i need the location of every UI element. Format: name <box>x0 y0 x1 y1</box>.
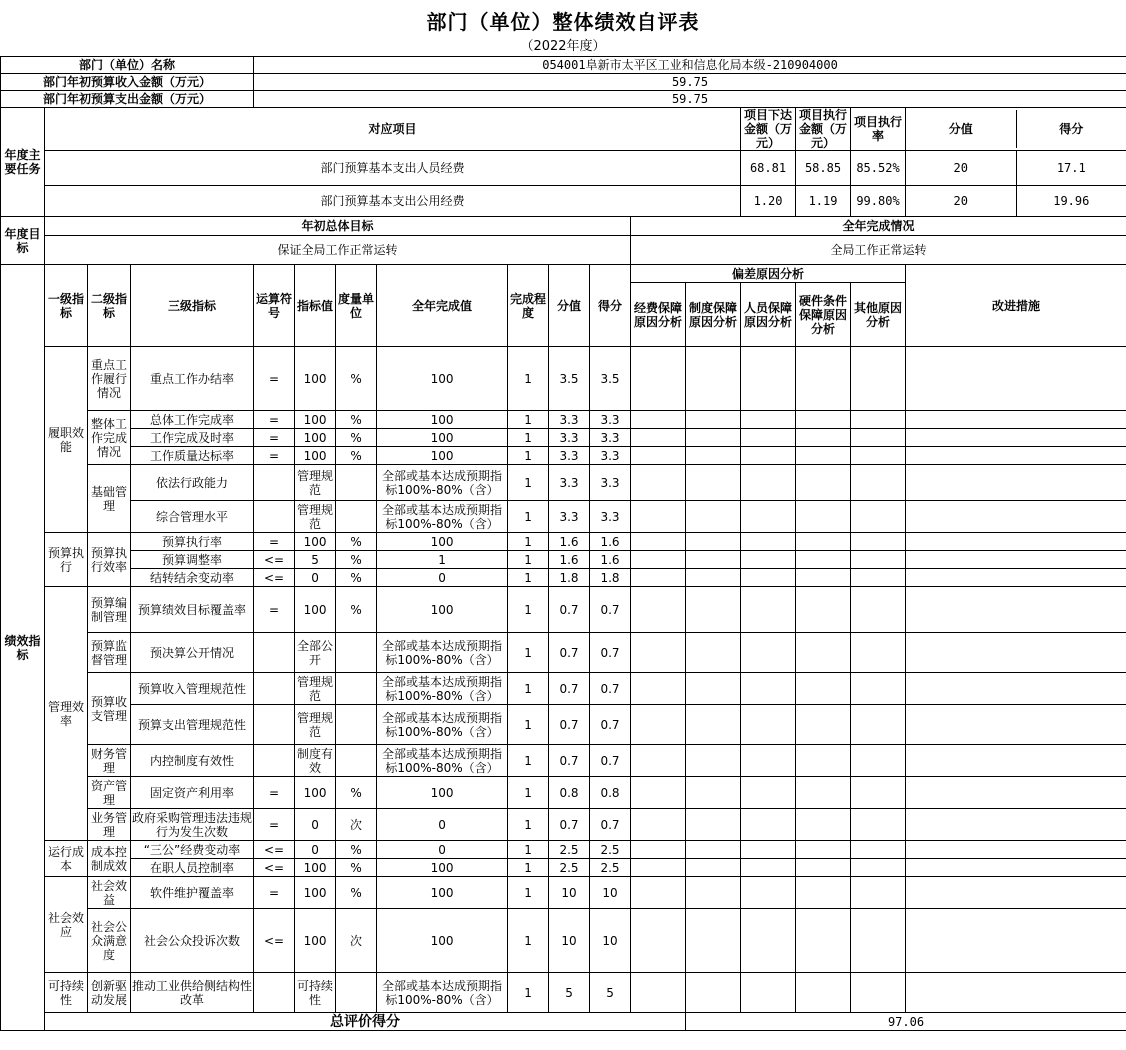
perf-op: = <box>254 777 295 809</box>
perf-deg: 1 <box>508 909 549 973</box>
perf-l2: 基础管理 <box>88 465 131 533</box>
perf-h-dev5: 其他原因分析 <box>851 283 906 347</box>
perf-deg: 1 <box>508 501 549 533</box>
perf-val: 管理规范 <box>295 501 336 533</box>
perf-val: 管理规范 <box>295 705 336 745</box>
perf-done: 100 <box>377 429 508 447</box>
perf-unit: % <box>336 447 377 465</box>
perf-done: 全部或基本达成预期指标100%-80%（含） <box>377 673 508 705</box>
table-row <box>1 569 1126 587</box>
perf-op <box>254 673 295 705</box>
perf-got: 0.7 <box>590 673 631 705</box>
perf-val: 100 <box>295 411 336 429</box>
perf-op <box>254 745 295 777</box>
perf-done: 100 <box>377 777 508 809</box>
perf-unit: 次 <box>336 809 377 841</box>
table-row <box>1 347 1126 411</box>
perf-unit: % <box>336 587 377 633</box>
perf-l3: 软件维护覆盖率 <box>131 877 254 909</box>
table-row <box>1 587 1126 633</box>
perf-deg: 1 <box>508 465 549 501</box>
perf-val: 100 <box>295 587 336 633</box>
perf-h-op: 运算符号 <box>254 265 295 347</box>
perf-section-label: 绩效指标 <box>1 265 45 1031</box>
tasks-col-score: 分值 <box>906 110 1017 148</box>
perf-got: 0.7 <box>590 809 631 841</box>
task-exec: 58.85 <box>796 151 851 186</box>
perf-deg: 1 <box>508 551 549 569</box>
perf-h-l2: 二级指标 <box>88 265 131 347</box>
perf-l1: 管理效率 <box>45 587 88 841</box>
goal-initial-value: 保证全局工作正常运转 <box>45 236 631 265</box>
perf-unit <box>336 673 377 705</box>
perf-score: 0.7 <box>549 809 590 841</box>
task-got: 19.96 <box>1053 194 1090 208</box>
perf-deg: 1 <box>508 411 549 429</box>
task-issued: 68.81 <box>741 151 796 186</box>
perf-val: 100 <box>295 347 336 411</box>
perf-h-deg: 完成程度 <box>508 265 549 347</box>
perf-l3: 工作完成及时率 <box>131 429 254 447</box>
perf-op: <= <box>254 909 295 973</box>
perf-got: 3.3 <box>590 429 631 447</box>
dept-name-label: 部门（单位）名称 <box>1 57 254 74</box>
income-value: 59.75 <box>254 74 1126 91</box>
task-rate: 85.52% <box>851 151 906 186</box>
perf-score: 1.6 <box>549 533 590 551</box>
perf-l3: 预决算公开情况 <box>131 633 254 673</box>
perf-score: 5 <box>549 973 590 1013</box>
perf-l3: 工作质量达标率 <box>131 447 254 465</box>
table-row <box>1 673 1126 705</box>
perf-done: 100 <box>377 859 508 877</box>
perf-l3: 社会公众投诉次数 <box>131 909 254 973</box>
perf-got: 0.7 <box>590 745 631 777</box>
tasks-col-rate: 项目执行率 <box>851 108 906 151</box>
perf-l3: 预算支出管理规范性 <box>131 705 254 745</box>
perf-done: 0 <box>377 841 508 859</box>
perf-val: 100 <box>295 859 336 877</box>
perf-got: 0.8 <box>590 777 631 809</box>
perf-got: 2.5 <box>590 859 631 877</box>
task-score: 20 <box>906 151 1017 185</box>
perf-op: = <box>254 587 295 633</box>
perf-got: 3.3 <box>590 411 631 429</box>
perf-l2: 重点工作履行情况 <box>88 347 131 411</box>
perf-l3: 重点工作办结率 <box>131 347 254 411</box>
perf-done: 全部或基本达成预期指标100%-80%（含） <box>377 465 508 501</box>
table-row <box>1 501 1126 533</box>
perf-l3: 预算调整率 <box>131 551 254 569</box>
perf-val: 管理规范 <box>295 465 336 501</box>
perf-deg: 1 <box>508 587 549 633</box>
perf-val: 100 <box>295 447 336 465</box>
perf-score: 0.7 <box>549 587 590 633</box>
perf-val: 100 <box>295 533 336 551</box>
perf-score: 3.3 <box>549 501 590 533</box>
perf-unit: % <box>336 877 377 909</box>
perf-deg: 1 <box>508 347 549 411</box>
perf-val: 0 <box>295 841 336 859</box>
perf-val: 全部公开 <box>295 633 336 673</box>
perf-l3: 内控制度有效性 <box>131 745 254 777</box>
perf-l3: 固定资产利用率 <box>131 777 254 809</box>
expense-label: 部门年初预算支出金额（万元） <box>1 91 254 108</box>
table-row <box>1 633 1126 673</box>
perf-val: 5 <box>295 551 336 569</box>
perf-deg: 1 <box>508 705 549 745</box>
tasks-col-issued: 项目下达金额（万元） <box>741 108 796 151</box>
perf-deg: 1 <box>508 745 549 777</box>
task-score-got <box>906 151 1126 186</box>
perf-got: 3.3 <box>590 447 631 465</box>
perf-op: = <box>254 411 295 429</box>
perf-got: 3.3 <box>590 465 631 501</box>
perf-score: 2.5 <box>549 859 590 877</box>
perf-unit <box>336 705 377 745</box>
perf-l2: 预算收支管理 <box>88 673 131 745</box>
table-row <box>1 551 1126 569</box>
task-score: 20 <box>906 186 1017 216</box>
perf-l3: 依法行政能力 <box>131 465 254 501</box>
total-label: 总评价得分 <box>45 1013 686 1031</box>
perf-got: 0.7 <box>590 633 631 673</box>
page-title: 部门（单位）整体绩效自评表 <box>426 10 700 34</box>
task-rate: 99.80% <box>851 186 906 217</box>
perf-l2: 预算执行效率 <box>88 533 131 587</box>
perf-deg: 1 <box>508 673 549 705</box>
perf-l3: 预算绩效目标覆盖率 <box>131 587 254 633</box>
tasks-col-score-got <box>906 108 1126 151</box>
perf-l3: 政府采购管理违法违规行为发生次数 <box>132 810 253 839</box>
perf-score: 10 <box>549 877 590 909</box>
perf-op: = <box>254 347 295 411</box>
perf-done: 100 <box>377 877 508 909</box>
perf-score: 1.6 <box>549 551 590 569</box>
perf-score: 10 <box>549 909 590 973</box>
perf-l3: 结转结余变动率 <box>131 569 254 587</box>
perf-deg: 1 <box>508 809 549 841</box>
perf-done: 100 <box>377 587 508 633</box>
perf-deg: 1 <box>508 633 549 673</box>
perf-done: 100 <box>377 411 508 429</box>
perf-val: 0 <box>295 809 336 841</box>
perf-l2: 整体工作完成情况 <box>88 411 131 465</box>
perf-val: 100 <box>295 909 336 973</box>
perf-done: 100 <box>377 347 508 411</box>
perf-l2: 业务管理 <box>88 809 131 841</box>
tasks-col-got: 得分 <box>1059 122 1084 136</box>
table-row <box>1 705 1126 745</box>
perf-unit: % <box>336 859 377 877</box>
expense-value: 59.75 <box>254 91 1126 108</box>
perf-done: 0 <box>377 809 508 841</box>
perf-deg: 1 <box>508 447 549 465</box>
table-row <box>1 151 1126 186</box>
table-row <box>1 859 1126 877</box>
perf-done: 全部或基本达成预期指标100%-80%（含） <box>377 973 508 1013</box>
perf-score: 0.7 <box>549 705 590 745</box>
perf-unit <box>336 465 377 501</box>
perf-op: = <box>254 533 295 551</box>
perf-h-l3: 三级指标 <box>131 265 254 347</box>
table-row <box>1 411 1126 429</box>
perf-op: = <box>254 447 295 465</box>
perf-deg: 1 <box>508 429 549 447</box>
perf-h-l1: 一级指标 <box>45 265 88 347</box>
perf-val: 管理规范 <box>295 673 336 705</box>
perf-l2: 社会效益 <box>88 877 131 909</box>
perf-score: 3.5 <box>549 347 590 411</box>
perf-op <box>254 633 295 673</box>
perf-val: 0 <box>295 569 336 587</box>
perf-val: 100 <box>295 777 336 809</box>
perf-got: 3.3 <box>590 501 631 533</box>
table-row <box>1 186 1126 217</box>
perf-op: <= <box>254 551 295 569</box>
perf-got: 10 <box>590 909 631 973</box>
perf-l2: 预算编制管理 <box>88 587 131 633</box>
perf-h-val: 指标值 <box>295 265 336 347</box>
perf-l1: 运行成本 <box>45 841 88 877</box>
perf-unit <box>336 501 377 533</box>
task-issued: 1.20 <box>741 186 796 217</box>
perf-done: 0 <box>377 569 508 587</box>
perf-unit <box>336 633 377 673</box>
perf-l2: 成本控制成效 <box>88 841 131 877</box>
table-row <box>1 447 1126 465</box>
perf-h-dev: 偏差原因分析 <box>631 265 906 283</box>
perf-h-dev2: 制度保障原因分析 <box>686 283 741 347</box>
perf-unit: 次 <box>336 909 377 973</box>
perf-unit: % <box>336 347 377 411</box>
perf-h-unit: 度量单位 <box>336 265 377 347</box>
perf-done: 100 <box>377 447 508 465</box>
perf-l2: 资产管理 <box>88 777 131 809</box>
perf-h-improve: 改进措施 <box>906 265 1126 347</box>
perf-unit: % <box>336 551 377 569</box>
perf-got: 10 <box>590 877 631 909</box>
table-row <box>1 533 1126 551</box>
table-row <box>1 841 1126 859</box>
task-got: 17.1 <box>1056 161 1086 175</box>
goal-section-label: 年度目标 <box>1 217 45 265</box>
perf-val: 制度有效 <box>295 745 336 777</box>
evaluation-table <box>0 56 1126 1031</box>
perf-h-dev1: 经费保障原因分析 <box>631 283 686 347</box>
perf-op: = <box>254 429 295 447</box>
perf-done: 100 <box>377 909 508 973</box>
goal-initial-label: 年初总体目标 <box>45 217 631 236</box>
perf-got: 0.7 <box>590 587 631 633</box>
perf-l3: 在职人员控制率 <box>131 859 254 877</box>
perf-op <box>254 973 295 1013</box>
perf-l2: 财务管理 <box>88 745 131 777</box>
task-item: 部门预算基本支出人员经费 <box>45 151 741 186</box>
perf-unit: % <box>336 777 377 809</box>
perf-done: 全部或基本达成预期指标100%-80%（含） <box>377 705 508 745</box>
goal-result-label: 全年完成情况 <box>631 217 1126 236</box>
tasks-col-exec: 项目执行金额（万元） <box>796 108 851 151</box>
perf-done: 全部或基本达成预期指标100%-80%（含） <box>377 501 508 533</box>
table-row <box>1 877 1126 909</box>
perf-score: 0.7 <box>549 745 590 777</box>
perf-unit: % <box>336 841 377 859</box>
perf-l1: 社会效应 <box>45 877 88 973</box>
task-item: 部门预算基本支出公用经费 <box>45 186 741 217</box>
tasks-section-label: 年度主要任务 <box>1 108 45 217</box>
perf-got: 1.6 <box>590 533 631 551</box>
perf-l3: 总体工作完成率 <box>131 411 254 429</box>
perf-unit: % <box>336 569 377 587</box>
perf-l3: 推动工业供给侧结构性改革 <box>131 973 254 1013</box>
perf-deg: 1 <box>508 533 549 551</box>
perf-unit: % <box>336 411 377 429</box>
perf-unit: % <box>336 429 377 447</box>
perf-score: 0.7 <box>549 633 590 673</box>
perf-val: 100 <box>295 429 336 447</box>
perf-op: <= <box>254 569 295 587</box>
perf-h-got: 得分 <box>590 265 631 347</box>
perf-h-score: 分值 <box>549 265 590 347</box>
income-label: 部门年初预算收入金额（万元） <box>1 74 254 91</box>
perf-unit <box>336 745 377 777</box>
perf-done: 全部或基本达成预期指标100%-80%（含） <box>377 633 508 673</box>
table-row <box>1 777 1126 809</box>
perf-op: = <box>254 809 295 841</box>
perf-l3: “三公”经费变动率 <box>131 841 254 859</box>
perf-l1: 预算执行 <box>45 533 88 587</box>
perf-unit: % <box>336 533 377 551</box>
perf-val: 100 <box>295 877 336 909</box>
table-row <box>1 465 1126 501</box>
perf-l1: 履职效能 <box>45 347 88 533</box>
perf-deg: 1 <box>508 877 549 909</box>
perf-l2: 创新驱动发展 <box>88 973 131 1013</box>
table-row <box>1 809 1126 841</box>
perf-got: 0.7 <box>590 705 631 745</box>
perf-done: 100 <box>377 533 508 551</box>
perf-deg: 1 <box>508 777 549 809</box>
perf-h-done: 全年完成值 <box>377 265 508 347</box>
task-exec: 1.19 <box>796 186 851 217</box>
tasks-col-item: 对应项目 <box>45 108 741 151</box>
table-row <box>1 745 1126 777</box>
perf-score: 0.8 <box>549 777 590 809</box>
perf-score: 3.3 <box>549 411 590 429</box>
perf-deg: 1 <box>508 859 549 877</box>
perf-h-dev3: 人员保障原因分析 <box>741 283 796 347</box>
perf-h-dev4: 硬件条件保障原因分析 <box>796 283 851 347</box>
perf-got: 3.5 <box>590 347 631 411</box>
perf-op: = <box>254 877 295 909</box>
perf-l3: 预算收入管理规范性 <box>131 673 254 705</box>
perf-score: 0.7 <box>549 673 590 705</box>
perf-got: 2.5 <box>590 841 631 859</box>
perf-deg: 1 <box>508 569 549 587</box>
perf-l3: 预算执行率 <box>131 533 254 551</box>
table-row <box>1 973 1126 1013</box>
perf-unit <box>336 973 377 1013</box>
total-value: 97.06 <box>686 1013 1126 1031</box>
perf-l2: 社会公众满意度 <box>88 909 131 973</box>
perf-op <box>254 465 295 501</box>
perf-op: <= <box>254 841 295 859</box>
perf-deg: 1 <box>508 841 549 859</box>
perf-op <box>254 705 295 745</box>
goal-result-value: 全局工作正常运转 <box>631 236 1126 265</box>
perf-score: 2.5 <box>549 841 590 859</box>
perf-done: 全部或基本达成预期指标100%-80%（含） <box>377 745 508 777</box>
perf-score: 3.3 <box>549 465 590 501</box>
perf-score: 3.3 <box>549 429 590 447</box>
perf-got: 5 <box>590 973 631 1013</box>
table-row <box>1 429 1126 447</box>
perf-l2: 预算监督管理 <box>88 633 131 673</box>
perf-got: 1.8 <box>590 569 631 587</box>
perf-score: 1.8 <box>549 569 590 587</box>
perf-deg: 1 <box>508 973 549 1013</box>
perf-op <box>254 501 295 533</box>
perf-val: 可持续性 <box>295 973 336 1013</box>
page-subtitle: （2022年度） <box>520 39 606 54</box>
perf-score: 3.3 <box>549 447 590 465</box>
perf-got: 1.6 <box>590 551 631 569</box>
dept-name-value: 054001阜新市太平区工业和信息化局本级-210904000 <box>254 57 1126 74</box>
task-score-got <box>906 186 1126 217</box>
perf-done: 1 <box>377 551 508 569</box>
perf-op: <= <box>254 859 295 877</box>
perf-l1: 可持续性 <box>45 973 88 1013</box>
perf-l3: 综合管理水平 <box>131 501 254 533</box>
table-row <box>1 909 1126 973</box>
